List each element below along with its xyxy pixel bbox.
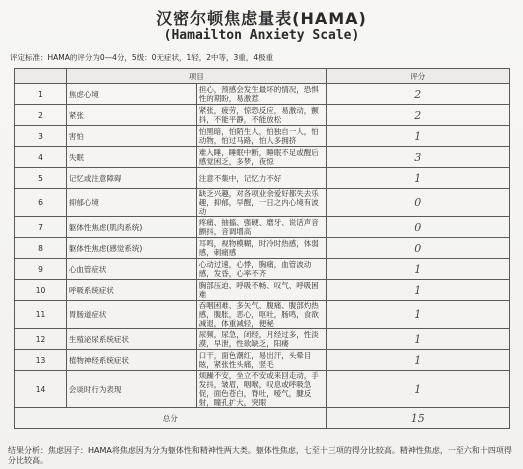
row-score: 1	[326, 329, 509, 350]
row-number: 7	[15, 217, 67, 238]
row-score: 1	[326, 371, 509, 408]
row-description: 吞咽困难、多矢气、腹痛、腹部灼热感，腹胀，恶心，呕吐，肠鸣，食欲减退，体重减轻，便秘	[196, 301, 326, 329]
table-row	[15, 238, 510, 259]
row-item: 会谈时行为表现	[66, 371, 196, 408]
row-score: 0	[326, 238, 509, 259]
row-description: 尿频，尿急，闭经，月经过多，性淡漠，早泄，性欲缺乏，阳痿	[196, 329, 326, 350]
table-row	[15, 147, 510, 168]
row-number: 4	[15, 147, 67, 168]
row-item: 植物神经系统症状	[66, 350, 196, 371]
row-number: 13	[15, 350, 67, 371]
row-item: 胃肠道症状	[66, 301, 196, 329]
row-item: 生殖泌尿系统症状	[66, 329, 196, 350]
row-number: 10	[15, 280, 67, 301]
row-score: 1	[326, 259, 509, 280]
row-number: 12	[15, 329, 67, 350]
page-title: 汉密尔顿焦虑量表(HAMA)	[156, 9, 367, 28]
row-description: 怕黑暗，怕陌生人，怕独自一人，怕动物，怕过马路，怕人多拥挤	[196, 126, 326, 147]
page-subtitle: (Hamailton Anxiety Scale)	[163, 28, 360, 43]
table-row	[15, 371, 510, 408]
table-header-row	[15, 69, 510, 84]
row-description: 缺乏兴趣，对各项业余爱好都失去乐趣，抑郁，早醒，一日之内心境有波动	[196, 189, 326, 217]
header-score: 评分	[326, 69, 509, 84]
row-item: 焦虑心境	[66, 84, 196, 105]
table-row	[15, 350, 510, 371]
header-no-cell	[15, 69, 67, 84]
row-description: 心动过速，心悸，胸痛，血管波动感，发昏，心率不齐	[196, 259, 326, 280]
row-score: 2	[326, 84, 509, 105]
row-score: 1	[326, 126, 509, 147]
row-item: 呼吸系统症状	[66, 280, 196, 301]
table-row	[15, 189, 510, 217]
row-number: 6	[15, 189, 67, 217]
table-row	[15, 301, 510, 329]
row-number: 11	[15, 301, 67, 329]
total-label: 总分	[15, 408, 327, 429]
table-row	[15, 168, 510, 189]
row-item: 躯体性焦虑(感觉系统)	[66, 238, 196, 259]
total-score: 15	[326, 408, 509, 429]
row-item: 心血管症状	[66, 259, 196, 280]
row-description: 紧张，疲劳，惊恐反应，易激动，颤抖，不能平静，不能放松	[196, 105, 326, 126]
row-score: 3	[326, 147, 509, 168]
row-item: 记忆或注意障碍	[66, 168, 196, 189]
table-row	[15, 105, 510, 126]
row-description: 烦躁不安，坐立不安或来回走动，手发抖，皱眉，咽喉，叹息或呼吸急促，面色苍白，脊吐，嗳气，腱反射，瞳孔扩大，突眼	[196, 371, 326, 408]
row-description: 胸部压迫、呼吸不畅、叹气、呼吸困难	[196, 280, 326, 301]
result-analysis: 结果分析：焦虑因子：HAMA将焦虑因为分为躯体性和精神性两大类。躯体性焦虑，七至十三项的得分比较高。精神性焦虑，一至六和十四项得分比较高。	[8, 446, 512, 465]
row-score: 1	[326, 168, 509, 189]
rating-criteria: 评定标准：HAMA的评分为0—4分，5级：0无症状，1轻，2中等，3重，4极重	[10, 53, 274, 62]
row-number: 5	[15, 168, 67, 189]
row-number: 2	[15, 105, 67, 126]
row-description: 注意不集中，记忆力不好	[196, 168, 326, 189]
row-item: 失眠	[66, 147, 196, 168]
table-row	[15, 126, 510, 147]
row-score: 0	[326, 189, 509, 217]
row-number: 8	[15, 238, 67, 259]
row-number: 14	[15, 371, 67, 408]
row-score: 1	[326, 280, 509, 301]
row-item: 害怕	[66, 126, 196, 147]
table-row	[15, 259, 510, 280]
row-number: 9	[15, 259, 67, 280]
header-item: 项目	[66, 69, 326, 84]
row-item: 躯体性焦虑(肌肉系统)	[66, 217, 196, 238]
row-description: 口干，面色潮红，易出汗，头晕目眩，紧张性头痛，竖毛	[196, 350, 326, 371]
row-description: 难入睡，睡眠中断，睡眠不足或醒后感觉困乏，多梦，夜惊	[196, 147, 326, 168]
row-description: 耳鸣，视物模糊，时冷时热感，体弱感，刺痛感	[196, 238, 326, 259]
table-row	[15, 217, 510, 238]
row-number: 3	[15, 126, 67, 147]
row-score: 2	[326, 105, 509, 126]
table-row	[15, 280, 510, 301]
row-description: 疼痛、抽搐、强硬、磨牙、说话声音颤抖，音调增高	[196, 217, 326, 238]
total-row	[15, 408, 510, 429]
row-score: 1	[326, 301, 509, 329]
row-score: 0	[326, 217, 509, 238]
row-description: 担心，预感会发生最坏的情况，恐惧性的期盼，易激惹	[196, 84, 326, 105]
row-item: 紧张	[66, 105, 196, 126]
hama-table	[14, 68, 510, 429]
row-item: 抑郁心境	[66, 189, 196, 217]
row-score: 1	[326, 350, 509, 371]
table-row	[15, 329, 510, 350]
table-row	[15, 84, 510, 105]
row-number: 1	[15, 84, 67, 105]
